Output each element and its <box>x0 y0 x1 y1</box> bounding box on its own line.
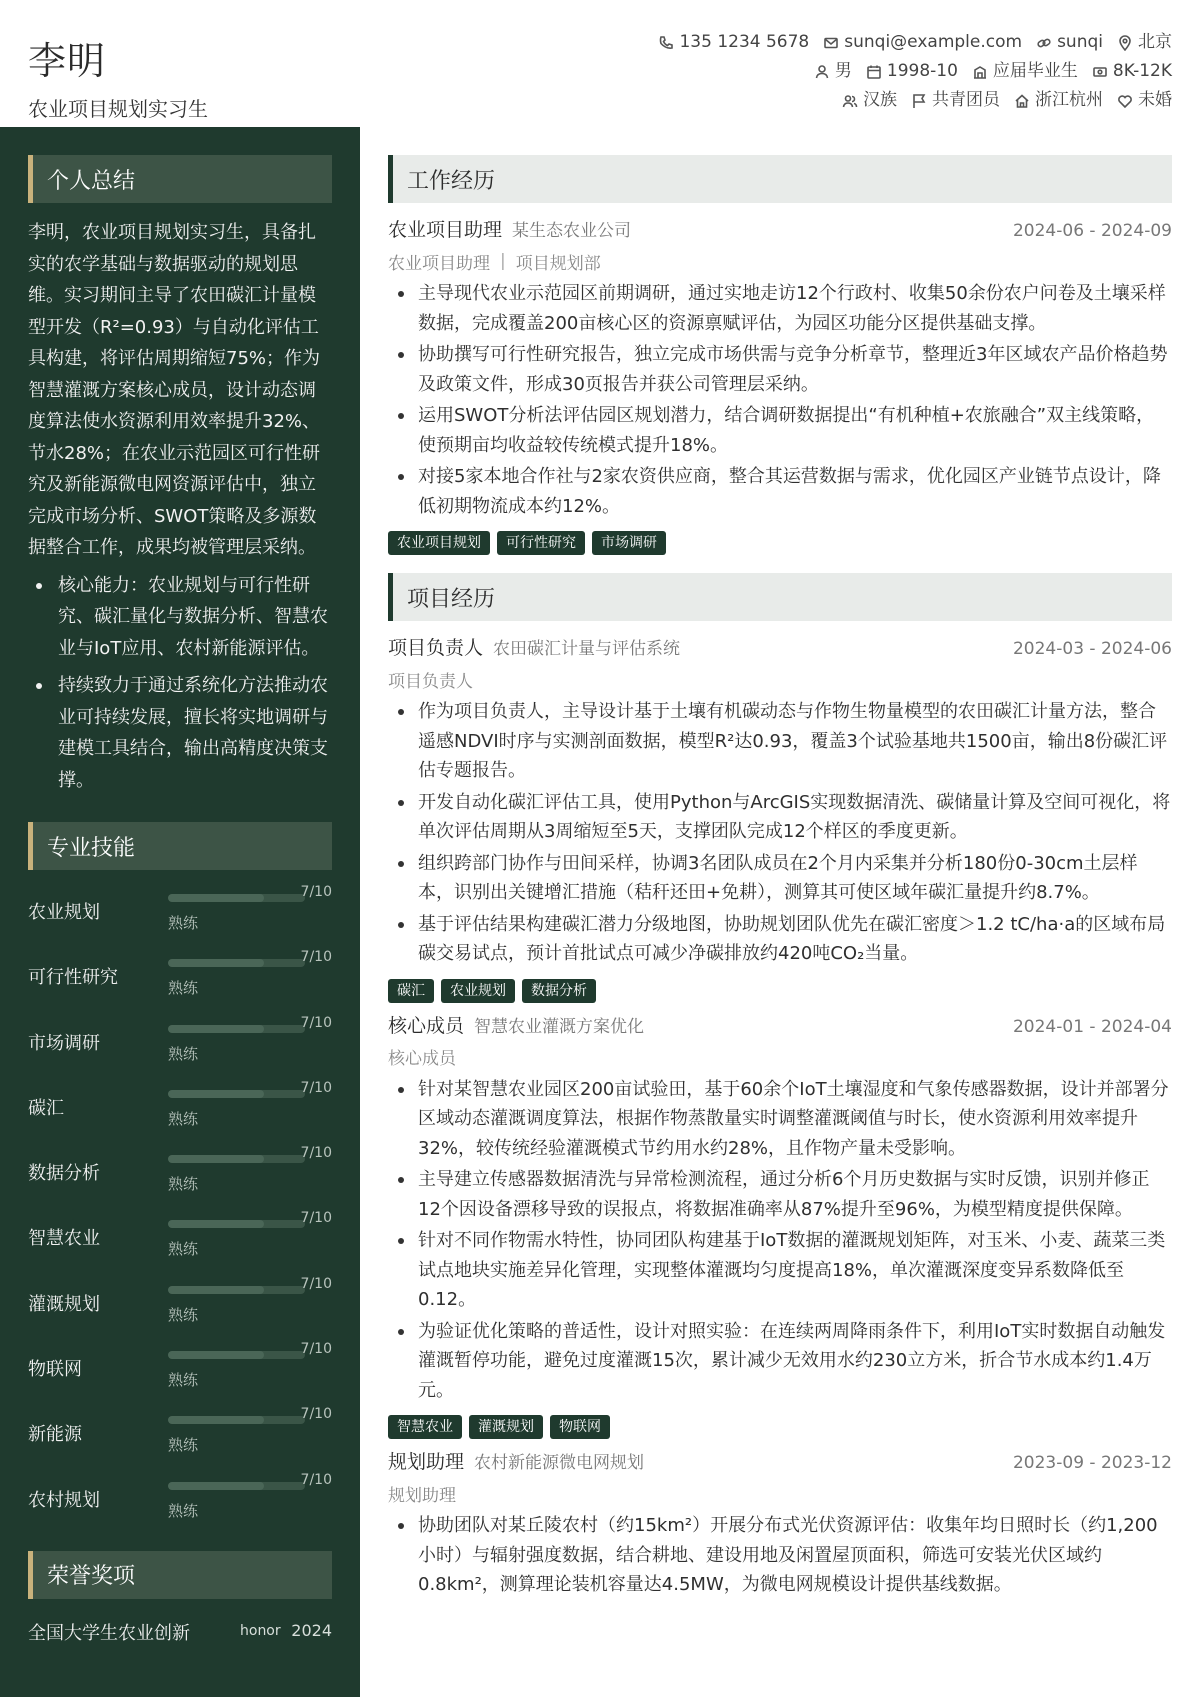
skill-bar <box>168 1155 305 1163</box>
birth-item <box>866 57 958 86</box>
skill-name: 农村规划 <box>28 1489 100 1511</box>
ethnicity-text: 汉族 <box>863 90 897 110</box>
skill-name: 可行性研究 <box>28 967 118 989</box>
skill-bar-fill <box>168 1220 264 1228</box>
ethnicity-item <box>842 86 897 115</box>
flag-icon <box>911 93 927 109</box>
home-icon <box>1014 93 1030 109</box>
awards-heading: 荣誉奖项 <box>28 1551 332 1599</box>
entry-role: 农业项目助理 <box>388 219 503 241</box>
sidebar <box>0 127 360 1697</box>
skill-bar-fill <box>168 1286 264 1294</box>
bullet-item: 协助撰写可行性研究报告，独立完成市场供需与竞争分析章节，整理近3年区域农产品价格趋势及政策文件，形成30页报告并获公司管理层采纳。 <box>388 340 1172 399</box>
location-pin-icon <box>1117 35 1133 51</box>
skill-bar-fill <box>168 959 264 967</box>
tag: 物联网 <box>550 1415 610 1439</box>
politics-item <box>911 86 1000 115</box>
skill-item <box>28 1210 332 1275</box>
entry-project-name: 农村新能源微电网规划 <box>474 1453 645 1473</box>
entry-tags <box>388 1415 1172 1439</box>
skill-name: 数据分析 <box>28 1163 100 1185</box>
skills-list <box>28 884 332 1537</box>
summary-text: 李明，农业项目规划实习生，具备扎实的农学基础与数据驱动的规划思维。实习期间主导了农田碳汇计量模型开发（R²=0.93）与自动化评估工具构建，将评估周期缩短75%；作为智慧灌溉方案核心成员，设计动态调度算法使水资源利用效率提升32%、节水28%；在农业示范园区可行性研究及新能源微电网资源评估中，独立完成市场分析、SWOT策略及多源数据整合工作，成果均被管理层采纳。 <box>28 222 321 558</box>
skill-name: 新能源 <box>28 1424 82 1446</box>
tag: 灌溉规划 <box>469 1415 543 1439</box>
work-heading: 工作经历 <box>388 155 1172 203</box>
tag: 智慧农业 <box>388 1415 462 1439</box>
work-entry <box>388 215 1172 555</box>
skill-name: 灌溉规划 <box>28 1293 100 1315</box>
award-name: 全国大学生农业创新 <box>28 1622 190 1644</box>
entry-sub-role: 核心成员 <box>388 1049 456 1069</box>
entry-subtitle <box>388 663 1172 695</box>
phone-item <box>658 28 809 57</box>
entry-subtitle <box>388 245 1172 277</box>
entry-role: 项目负责人 <box>388 637 484 659</box>
skill-name: 碳汇 <box>28 1097 64 1119</box>
skill-name: 市场调研 <box>28 1032 100 1054</box>
entry-date: 2024-03 - 2024-06 <box>1012 639 1172 659</box>
summary-points <box>28 570 332 797</box>
location-item <box>1117 28 1172 57</box>
skill-level: 熟练 <box>168 1436 199 1455</box>
skill-item <box>28 1472 332 1537</box>
skill-score: 7/10 <box>300 1079 332 1096</box>
phone-text: 135 1234 5678 <box>679 32 810 52</box>
skill-item <box>28 1015 332 1080</box>
money-icon <box>1092 64 1108 80</box>
bullet-item: 为验证优化策略的普适性，设计对照实验：在连续两周降雨条件下，利用IoT实时数据自动触发灌溉暂停功能，避免过度灌溉15次，累计减少无效用水约230立方米，折合节水成本约1.4万元。 <box>388 1317 1172 1406</box>
skill-score: 7/10 <box>300 949 332 966</box>
skill-item <box>28 1341 332 1406</box>
project-entry <box>388 1447 1172 1600</box>
skill-level: 熟练 <box>168 1175 199 1194</box>
candidate-title: 农业项目规划实习生 <box>28 97 208 121</box>
resume-header <box>0 0 1200 127</box>
skill-bar-fill <box>168 1351 264 1359</box>
tag: 农业规划 <box>441 979 515 1003</box>
marital-item <box>1117 86 1172 115</box>
bullet-item: 对接5家本地合作社与2家农资供应商，整合其运营数据与需求，优化园区产业链节点设计，降低初期物流成本约12%。 <box>388 462 1172 521</box>
bullet-item: 主导建立传感器数据清洗与异常检测流程，通过分析6个月历史数据与实时反馈，识别并修正12个因设备漂移导致的误报点，将数据准确率从87%提升至96%，为模型精度提供保障。 <box>388 1165 1172 1224</box>
skill-item <box>28 884 332 949</box>
skill-bar <box>168 894 305 902</box>
skill-level: 熟练 <box>168 979 199 998</box>
skill-score: 7/10 <box>300 1406 332 1423</box>
bullet-item: 开发自动化碳汇评估工具，使用Python与ArcGIS实现数据清洗、碳储量计算及空间可视化，将单次评估周期从3周缩短至5天，支撑团队完成12个样区的季度更新。 <box>388 788 1172 847</box>
skill-level: 熟练 <box>168 1109 199 1128</box>
skill-name: 物联网 <box>28 1359 82 1381</box>
candidate-name: 李明 <box>28 39 107 83</box>
hometown-item <box>1014 86 1103 115</box>
tag: 碳汇 <box>388 979 434 1003</box>
salary-item <box>1092 57 1172 86</box>
gender-item <box>814 57 852 86</box>
skill-level: 熟练 <box>168 1240 199 1259</box>
skill-bar-fill <box>168 1482 264 1490</box>
skills-heading: 专业技能 <box>28 822 332 870</box>
users-icon <box>842 93 858 109</box>
entry-sub-separator: | <box>500 251 506 271</box>
building-icon <box>972 64 988 80</box>
skill-score: 7/10 <box>300 1145 332 1162</box>
entry-date: 2023-09 - 2023-12 <box>1012 1453 1172 1473</box>
phone-icon <box>658 35 674 51</box>
skill-level: 熟练 <box>168 1305 199 1324</box>
entry-tags <box>388 531 1172 555</box>
tag: 农业项目规划 <box>388 531 490 555</box>
contact-info <box>658 28 1172 115</box>
skill-bar <box>168 1416 305 1424</box>
status-text: 应届毕业生 <box>992 61 1078 81</box>
skill-item <box>28 1406 332 1471</box>
entry-bullets <box>388 279 1172 521</box>
calendar-icon <box>866 64 882 80</box>
skill-item <box>28 1080 332 1145</box>
entry-dept: 项目规划部 <box>515 253 601 274</box>
skill-level: 熟练 <box>168 1501 199 1520</box>
entry-sub-role: 规划助理 <box>388 1485 456 1506</box>
status-item <box>972 57 1078 86</box>
entry-subtitle <box>388 1041 1172 1073</box>
entry-tags <box>388 979 1172 1003</box>
skill-level: 熟练 <box>168 1044 199 1063</box>
bullet-item: 针对某智慧农业园区200亩试验田，基于60余个IoT土壤湿度和气象传感器数据，设计并部署分区域动态灌溉调度算法，根据作物蒸散量实时调整灌溉阈值与时长，使水资源利用效率提升32%，较传统经验灌溉模式节约用水约28%，且作物产量未受影响。 <box>388 1075 1172 1164</box>
skill-bar <box>168 1286 305 1294</box>
skill-bar <box>168 1025 305 1033</box>
email-text: sunqi@example.com <box>844 32 1023 52</box>
mail-icon <box>823 35 839 51</box>
tag: 数据分析 <box>522 979 596 1003</box>
bullet-item: 组织跨部门协作与田间采样，协调3名团队成员在2个月内采集并分析180份0-30cm土层样本，识别出关键增汇措施（秸秆还田+免耕），测算其可使区域年碳汇量提升约8.7%。 <box>388 849 1172 908</box>
marital-text: 未婚 <box>1138 90 1172 110</box>
project-entry <box>388 1011 1172 1440</box>
skill-item <box>28 949 332 1014</box>
entry-role: 核心成员 <box>388 1014 465 1037</box>
entry-role: 规划助理 <box>388 1451 465 1473</box>
email-item <box>823 28 1022 57</box>
politics-text: 共青团员 <box>932 90 1000 110</box>
summary-point: 核心能力：农业规划与可行性研究、碳汇量化与数据分析、智慧农业与IoT应用、农村新能源评估。 <box>28 570 332 665</box>
bullet-item: 基于评估结果构建碳汇潜力分级地图，协助规划团队优先在碳汇密度＞1.2 tC/ha·a的区域布局碳交易试点，预计首批试点可减少净碳排放约420吨CO₂当量。 <box>388 910 1172 969</box>
location-text: 北京 <box>1138 32 1172 52</box>
entry-sub-role: 农业项目助理 <box>388 253 490 274</box>
bullet-item: 协助团队对某丘陵农村（约15km²）开展分布式光伏资源评估：收集年均日照时长（约1,200小时）与辐射强度数据，结合耕地、建设用地及闲置屋顶面积，筛选可安装光伏区域约0.8km²，测算理论装机容量达4.5MW，为微电网规模设计提供基线数据。 <box>388 1511 1172 1600</box>
entry-sub-role: 项目负责人 <box>388 671 473 692</box>
skill-score: 7/10 <box>300 1275 332 1292</box>
skill-name: 智慧农业 <box>28 1228 100 1250</box>
entry-project-name: 农田碳汇计量与评估系统 <box>493 639 681 659</box>
skill-level: 熟练 <box>168 1371 199 1390</box>
bullet-item: 针对不同作物需水特性，协同团队构建基于IoT数据的灌溉规划矩阵，对玉米、小麦、蔬菜三类试点地块实施差异化管理，实现整体灌溉均匀度提高18%，单次灌溉深度变异系数降低至0.12。 <box>388 1226 1172 1315</box>
summary-heading: 个人总结 <box>28 155 332 203</box>
entry-org: 某生态农业公司 <box>512 221 632 241</box>
skill-bar <box>168 959 305 967</box>
entry-subtitle <box>388 1477 1172 1509</box>
summary-point: 持续致力于通过系统化方法推动农业可持续发展，擅长将实地调研与建模工具结合，输出高精度决策支撑。 <box>28 670 332 796</box>
salary-text: 8K-12K <box>1112 61 1172 81</box>
entry-date: 2024-01 - 2024-04 <box>1012 1016 1172 1037</box>
skill-level: 熟练 <box>168 914 199 932</box>
skill-bar <box>168 1090 305 1098</box>
wechat-item <box>1036 28 1103 57</box>
entry-project-name: 智慧农业灌溉方案优化 <box>474 1016 645 1037</box>
skill-score: 7/10 <box>300 1014 332 1031</box>
award-item <box>28 1613 332 1653</box>
tag: 可行性研究 <box>497 531 585 555</box>
heart-icon <box>1117 93 1133 109</box>
skill-item <box>28 1276 332 1341</box>
wechat-text: sunqi <box>1057 32 1103 52</box>
gender-text: 男 <box>834 61 852 81</box>
entry-bullets <box>388 697 1172 969</box>
skill-score: 7/10 <box>300 884 332 900</box>
birth-text: 1998-10 <box>886 61 958 81</box>
entry-bullets <box>388 1511 1172 1600</box>
skill-score: 7/10 <box>300 1341 332 1358</box>
bullet-item: 运用SWOT分析法评估园区规划潜力，结合调研数据提出“有机种植+农旅融合”双主线策略，使预期亩均收益较传统模式提升18%。 <box>388 401 1172 460</box>
skill-bar <box>168 1482 305 1490</box>
skill-bar <box>168 1351 305 1359</box>
skill-bar-fill <box>168 1155 264 1163</box>
skill-bar-fill <box>168 1416 264 1424</box>
bullet-item: 主导现代农业示范园区前期调研，通过实地走访12个行政村、收集50余份农户问卷及土壤采样数据，完成覆盖200亩核心区的资源禀赋评估，为园区功能分区提供基础支撑。 <box>388 279 1172 338</box>
skill-item <box>28 1145 332 1210</box>
hometown-text: 浙江杭州 <box>1035 90 1103 110</box>
skill-name: 农业规划 <box>28 902 100 923</box>
link-icon <box>1036 35 1052 51</box>
skill-bar <box>168 1220 305 1228</box>
skill-score: 7/10 <box>300 1471 332 1488</box>
bullet-item: 作为项目负责人，主导设计基于土壤有机碳动态与作物生物量模型的农田碳汇计量方法，整合遥感NDVI时序与实测剖面数据，模型R²达0.93，覆盖3个试验基地共1500亩，输出8份碳汇评估专题报告。 <box>388 697 1172 786</box>
project-entry <box>388 633 1172 1003</box>
main-content <box>388 127 1172 1697</box>
entry-date: 2024-06 - 2024-09 <box>1012 221 1172 241</box>
skill-score: 7/10 <box>300 1210 332 1227</box>
project-heading: 项目经历 <box>388 573 1172 621</box>
tag: 市场调研 <box>592 531 666 555</box>
skill-bar-fill <box>168 1090 264 1098</box>
user-icon <box>814 64 830 80</box>
entry-bullets <box>388 1075 1172 1406</box>
skill-bar-fill <box>168 894 264 902</box>
award-year: 2024 <box>291 1620 332 1640</box>
award-org: honor <box>240 1622 281 1639</box>
skill-bar-fill <box>168 1025 264 1033</box>
